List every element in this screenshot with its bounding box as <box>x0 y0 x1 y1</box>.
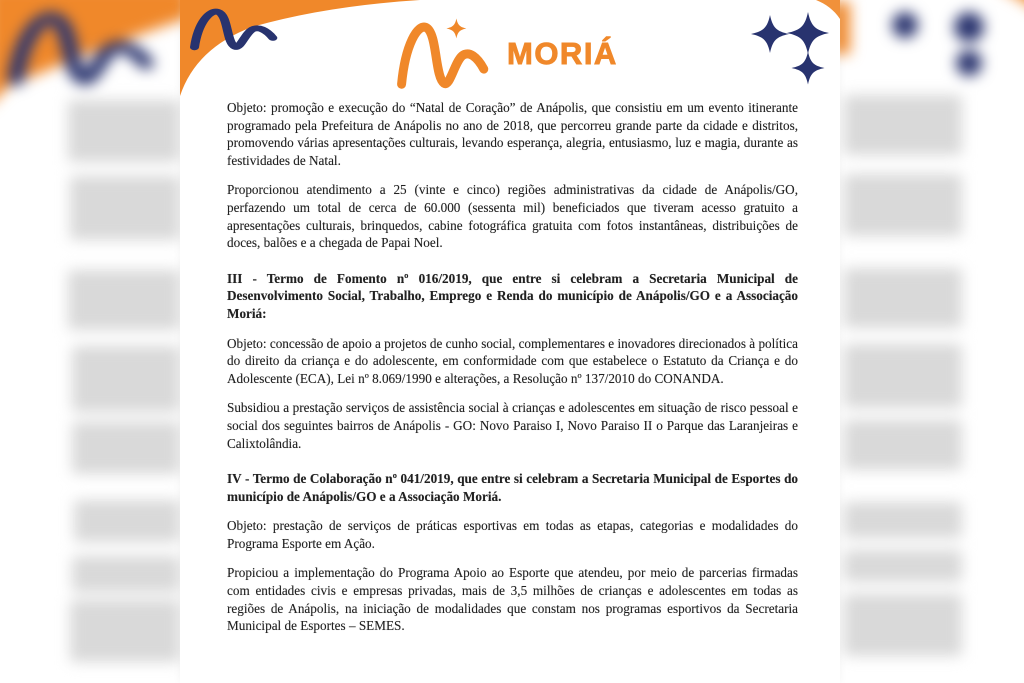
bg-blur-block <box>844 268 962 328</box>
background-blur-left <box>0 0 180 683</box>
background-blur-layer <box>840 0 1024 683</box>
sparkle-star-icon <box>792 52 825 85</box>
paragraph-objeto-concessao: Objeto: concessão de apoio a projetos de cunho social, complementares e inovadores direcionados à política do direito da criança e do adolescente, em conformidade com que estabelece o Estatuto da Criança e do Adolescente (ECA), Lei nº 8.069/1990 e alterações, a Resolução nº 137/2010 do CONANDA. <box>227 335 798 386</box>
paragraph-objeto-natal: Objeto: promoção e execução do “Natal de Coração” de Anápolis, que consistiu em um evento itinerante programado pela Prefeitura de Anápolis no ano de 2018, que percorreu grande parte da cidade e distritos, promovendo várias apresentações culturais, levando esperança, alegria, entusiasmo, luz e magia, durante as festividades de Natal. <box>227 100 798 168</box>
bg-star-blur <box>956 50 982 76</box>
paragraph-atendimento-regioes: Proporcionou atendimento a 25 (vinte e cinco) regiões administrativas da cidade de Anápolis/GO, perfazendo um total de cerca de 60.000 (sessenta mil) beneficiados que tiveram acesso gratuito a apresentações culturais, brinquedos, cabine fotográfica gratuita com fotos instantâneas, distribuições de doces, balões e a chegada de Papai Noel. <box>227 182 798 251</box>
bg-orange-corner-blur <box>978 0 1024 42</box>
paragraph-objeto-esportes: Objeto: prestação de serviços de práticas esportivas em todas as etapas, categorias e modalidades do Programa Esporte em Ação. <box>227 518 798 551</box>
sparkle-icon <box>446 19 466 39</box>
heading-termo-colaboracao-041-2019: IV - Termo de Colaboração nº 041/2019, que entre si celebram a Secretaria Municipal de Esportes do município de Anápolis/GO e a Associação Moriá. <box>227 471 798 504</box>
bg-blur-block <box>68 270 180 330</box>
bg-blur-block <box>844 550 962 582</box>
moria-wordmark: MORIÁ <box>507 36 618 71</box>
bg-blur-block <box>74 500 180 542</box>
bg-blur-block <box>72 346 180 412</box>
bg-blur-block <box>844 502 962 538</box>
bg-blur-block <box>72 556 180 592</box>
paragraph-programa-apoio-esporte: Propiciou a implementação do Programa Apoio ao Esporte que atendeu, por meio de parcerias firmadas com entidades civis e empresas privadas, mais de 3,5 milhões de crianças e adolescentes em todas as regiões de Anápolis, na iniciação de modalidades que constam nos programas esportivos da Secretaria Municipal de Esportes – SEMES. <box>227 565 798 634</box>
bg-blur-block <box>844 174 962 236</box>
wave-logo-icon <box>394 14 498 94</box>
bg-blur-block <box>844 344 962 408</box>
background-blur-right <box>840 0 1024 683</box>
bg-star-blur <box>954 12 984 42</box>
document-page <box>180 0 840 683</box>
bg-blur-block <box>70 600 180 662</box>
orange-corner-triangle <box>814 0 840 19</box>
background-blur-layer <box>0 0 180 683</box>
bg-blur-block <box>844 95 962 155</box>
document-content <box>227 99 798 647</box>
bg-blur-block <box>70 176 180 240</box>
bg-blur-block <box>844 420 962 470</box>
bg-blur-block <box>844 594 962 656</box>
heading-termo-fomento-016-2019: III - Termo de Fomento nº 016/2019, que entre si celebram a Secretaria Municipal de Desenvolvimento Social, Trabalho, Emprego e Renda do município de Anápolis/GO e a Associação Moriá: <box>227 270 798 321</box>
paragraph-subsidiou-bairros: Subsidiou a prestação serviços de assistência social à crianças e adolescentes em situação de risco pessoal e social dos seguintes bairros de Anápolis - GO: Novo Paraiso I, Novo Paraiso II o Parque das Laranjeiras e Calixtolândia. <box>227 400 798 451</box>
bg-wave-logo-blur <box>8 8 158 88</box>
bg-blur-block <box>68 100 180 162</box>
bg-star-blur <box>892 12 918 38</box>
sparkle-star-icon <box>751 15 789 53</box>
bg-blur-block <box>72 422 180 474</box>
wave-logo-corner-icon <box>190 6 280 52</box>
